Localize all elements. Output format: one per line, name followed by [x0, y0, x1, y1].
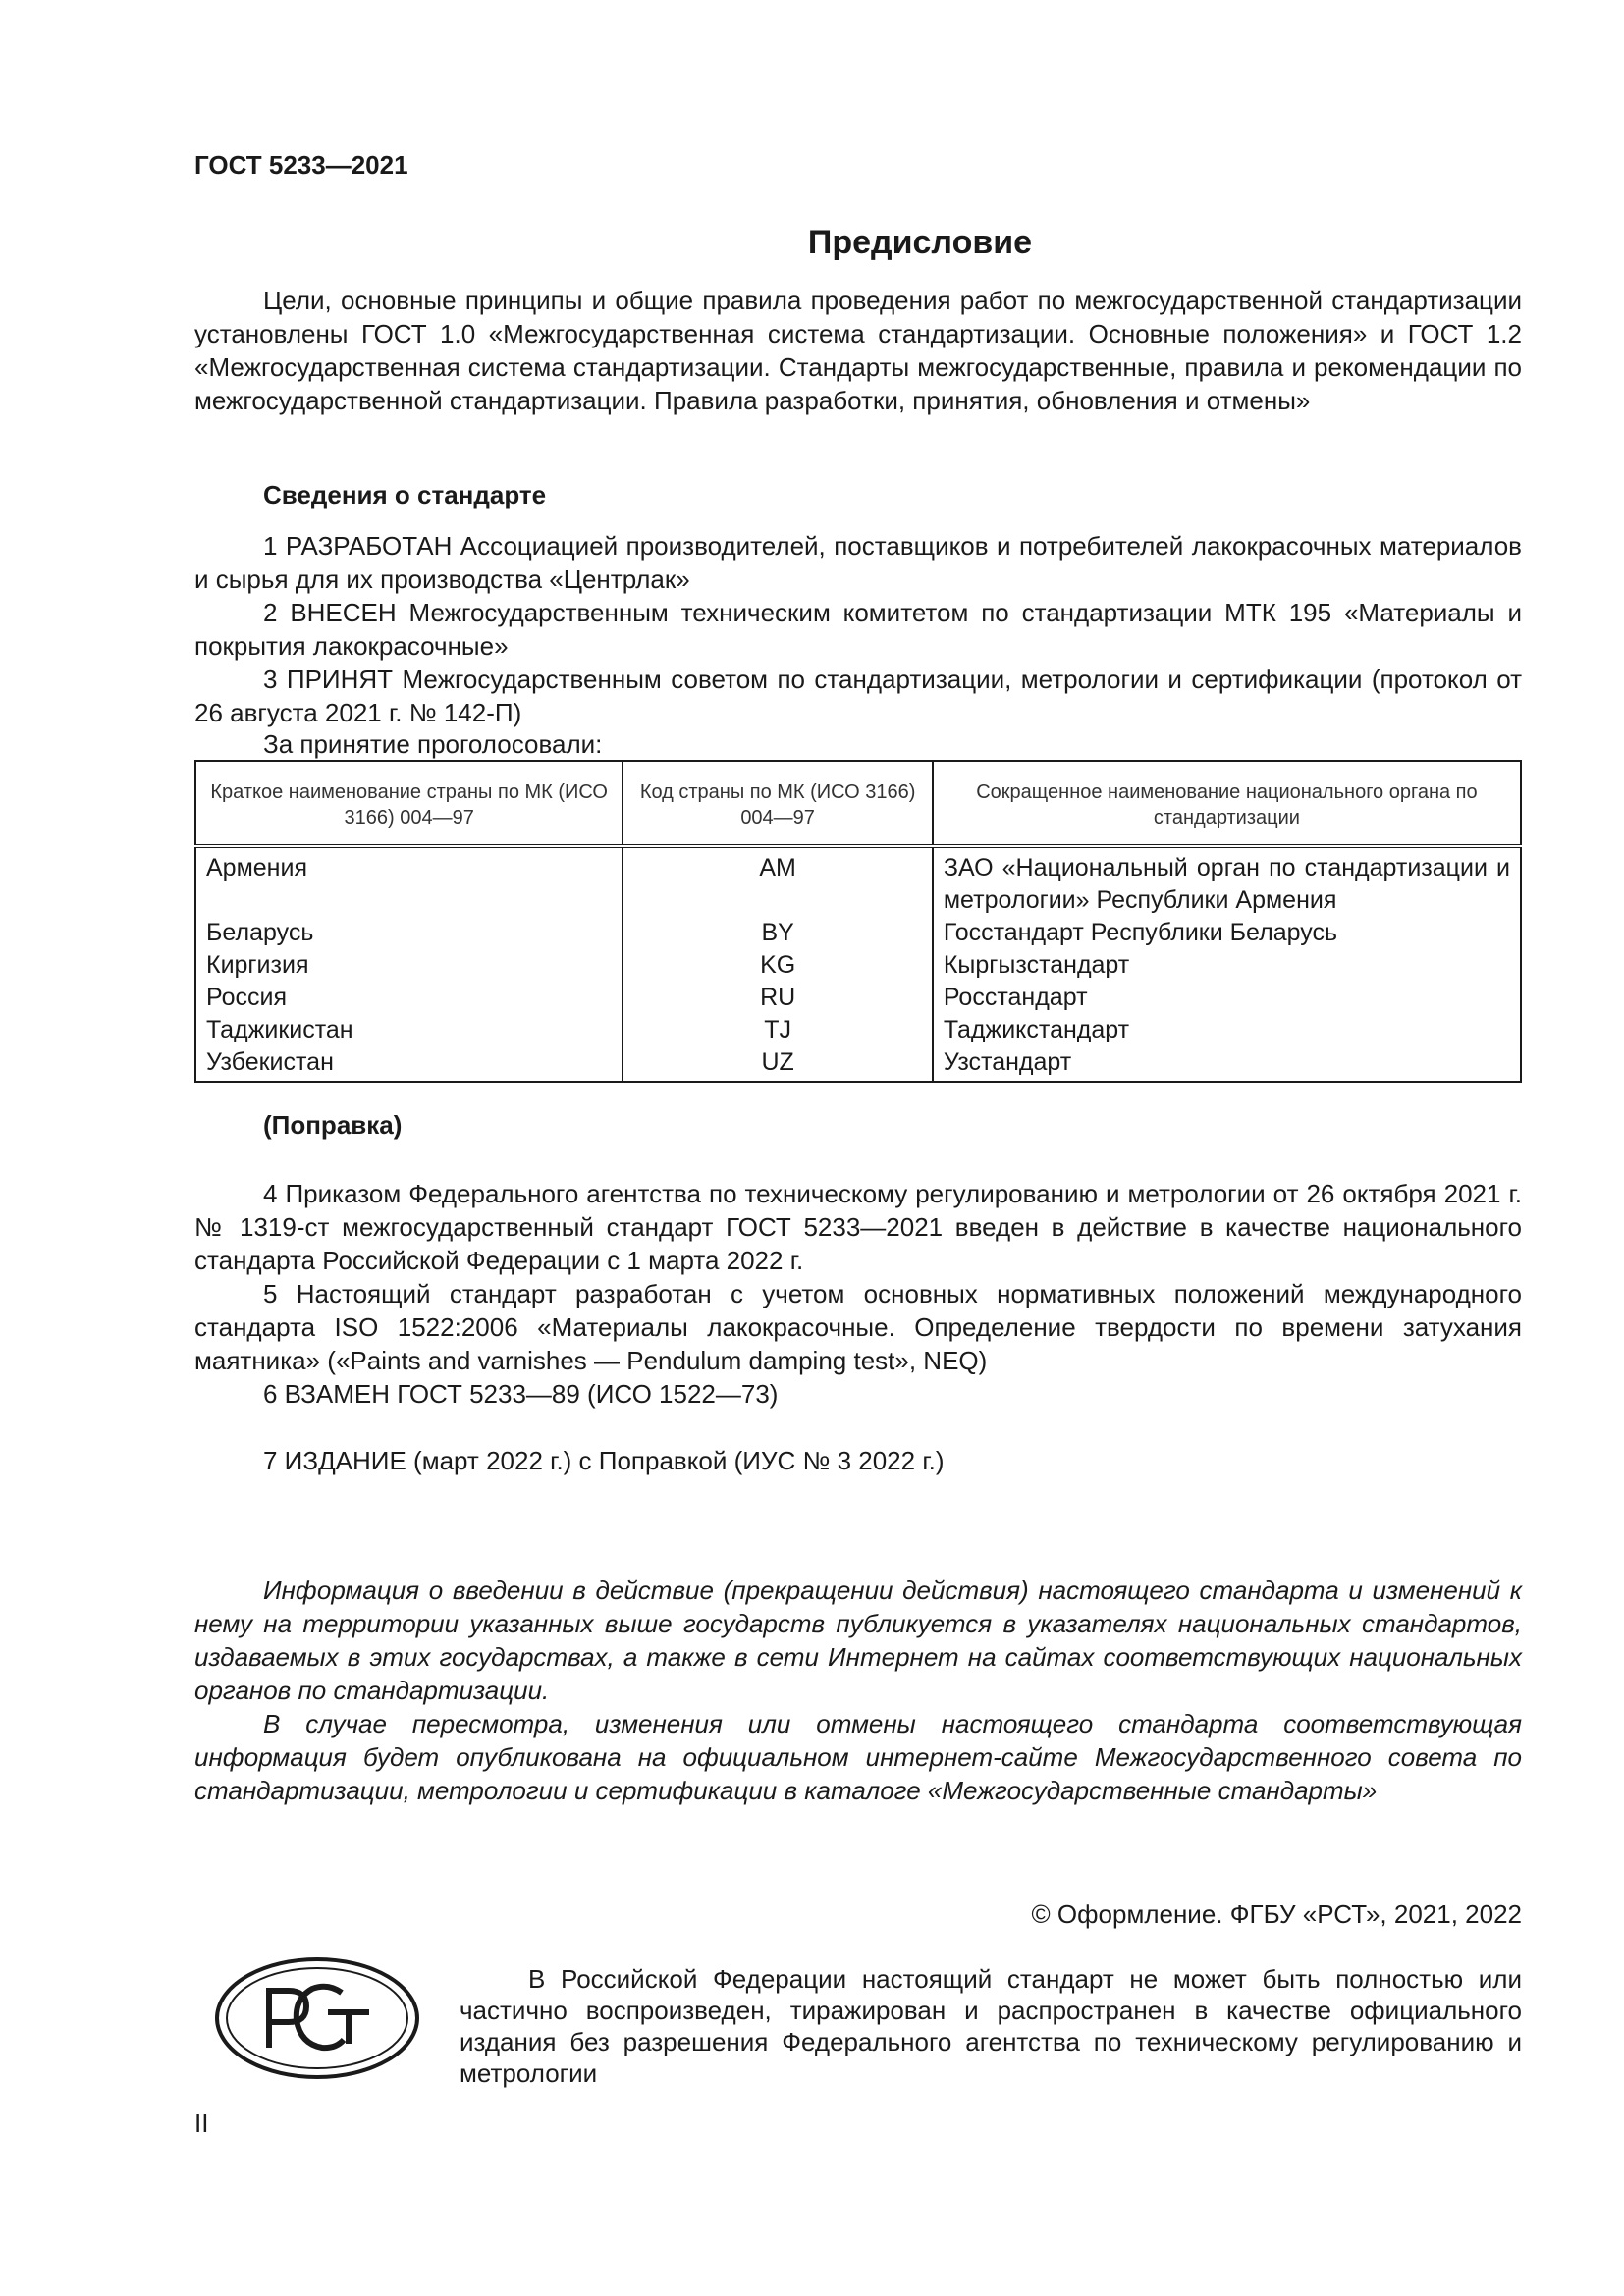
- table-cell-code: BY: [623, 917, 932, 949]
- reproduction-notice: В Российской Федерации настоящий стандарт не может быть полностью или частично воспроизведен, тиражирован и распространен в качестве официального издания без разрешения Федерального агентства по техническому регулированию и метрологии: [460, 1964, 1522, 2088]
- standard-id: ГОСТ 5233—2021: [194, 150, 408, 180]
- table-row: [195, 1046, 1521, 1082]
- page-number: II: [194, 2109, 209, 2138]
- item-2: 2 ВНЕСЕН Межгосударственным техническим комитетом по стандартизации МТК 195 «Материалы и покрытия лакокрасочные»: [194, 598, 1522, 661]
- table-cell-code: UZ: [623, 1046, 932, 1082]
- table-cell-body: ЗАО «Национальный орган по стандартизации и метрологии» Республики Армения: [943, 854, 1510, 914]
- item-4: 4 Приказом Федерального агентства по техническому регулированию и метрологии от 26 октября 2021 г. № 1319-ст межгосударственный стандарт ГОСТ 5233—2021 введен в действие в качестве национального стандарта Российской Федерации с 1 марта 2022 г.: [194, 1179, 1522, 1275]
- table-row: [195, 949, 1521, 982]
- intro-paragraph: Цели, основные принципы и общие правила проведения работ по межгосударственной стандартизации установлены ГОСТ 1.0 «Межгосударственная система стандартизации. Основные положения» и ГОСТ 1.2 «Межгосударственная система стандартизации. Стандарты межгосударственные, правила и рекомендации по межгосударственной стандартизации. Правила разработки, принятия, обновления и отмены»: [194, 286, 1522, 415]
- rst-logo: [212, 1953, 422, 2083]
- table-cell-body: Росстандарт: [943, 984, 1088, 1011]
- table-row: [195, 982, 1521, 1014]
- table-header-body: Сокращенное наименование национального органа по стандартизации: [933, 761, 1521, 846]
- table-cell-country: Армения: [195, 846, 623, 917]
- table-cell-code: AM: [623, 846, 932, 917]
- page-title: Предисловие: [807, 224, 1033, 261]
- notice-paragraph-1: Информация о введении в действие (прекращении действия) настоящего стандарта и изменений к нему на территории указанных выше государств публикуется в указателях национальных стандартов, издаваемых в этих государствах, а также в сети Интернет на сайтах соответствующих национальных органов по стандартизации.: [194, 1575, 1522, 1705]
- item-3: 3 ПРИНЯТ Межгосударственным советом по стандартизации, метрологии и сертификации (протокол от 26 августа 2021 г. № 142-П): [194, 665, 1522, 727]
- table-cell-body: Госстандарт Республики Беларусь: [943, 919, 1337, 946]
- table-header-country: Краткое наименование страны по МК (ИСО 3166) 004—97: [195, 761, 623, 846]
- table-cell-code: KG: [623, 949, 932, 982]
- table-cell-country: Киргизия: [195, 949, 623, 982]
- table-row: [195, 1014, 1521, 1046]
- amendment-heading: (Поправка): [263, 1110, 403, 1140]
- info-heading: Сведения о стандарте: [263, 480, 547, 509]
- table-cell-country: Узбекистан: [195, 1046, 623, 1082]
- table-cell-code: TJ: [623, 1014, 932, 1046]
- voted-label: За принятие проголосовали:: [263, 729, 603, 759]
- item-7: 7 ИЗДАНИЕ (март 2022 г.) с Поправкой (ИУС № 3 2022 г.): [263, 1446, 945, 1475]
- notice-paragraph-2: В случае пересмотра, изменения или отмены настоящего стандарта соответствующая информация будет опубликована на официальном интернет-сайте Межгосударственного совета по стандартизации, метрологии и сертификации в каталоге «Межгосударственные стандарты»: [194, 1709, 1522, 1805]
- copyright-notice: © Оформление. ФГБУ «РСТ», 2021, 2022: [1031, 1899, 1522, 1929]
- table-header-row: [195, 761, 1521, 846]
- table-cell-body: Кыргызстандарт: [943, 951, 1130, 979]
- item-6: 6 ВЗАМЕН ГОСТ 5233—89 (ИСО 1522—73): [263, 1379, 779, 1409]
- table-cell-code: RU: [623, 982, 932, 1014]
- table-cell-country: Россия: [195, 982, 623, 1014]
- table-cell-country: Таджикистан: [195, 1014, 623, 1046]
- table-header-code: Код страны по МК (ИСО 3166) 004—97: [623, 761, 932, 846]
- table-cell-body: Узстандарт: [943, 1048, 1072, 1076]
- item-1: 1 РАЗРАБОТАН Ассоциацией производителей, поставщиков и потребителей лакокрасочных материалов и сырья для их производства «Центрлак»: [194, 531, 1522, 594]
- table-cell-country: Беларусь: [195, 917, 623, 949]
- table-row: [195, 846, 1521, 917]
- table-cell-body: Таджикстандарт: [943, 1016, 1130, 1043]
- table-row: [195, 917, 1521, 949]
- voting-table: [194, 760, 1522, 1083]
- item-5: 5 Настоящий стандарт разработан с учетом основных нормативных положений международного стандарта ISO 1522:2006 «Материалы лакокрасочные. Определение твердости по времени затухания маятника» («Paints and varnishes — Pendulum damping test», NEQ): [194, 1279, 1522, 1375]
